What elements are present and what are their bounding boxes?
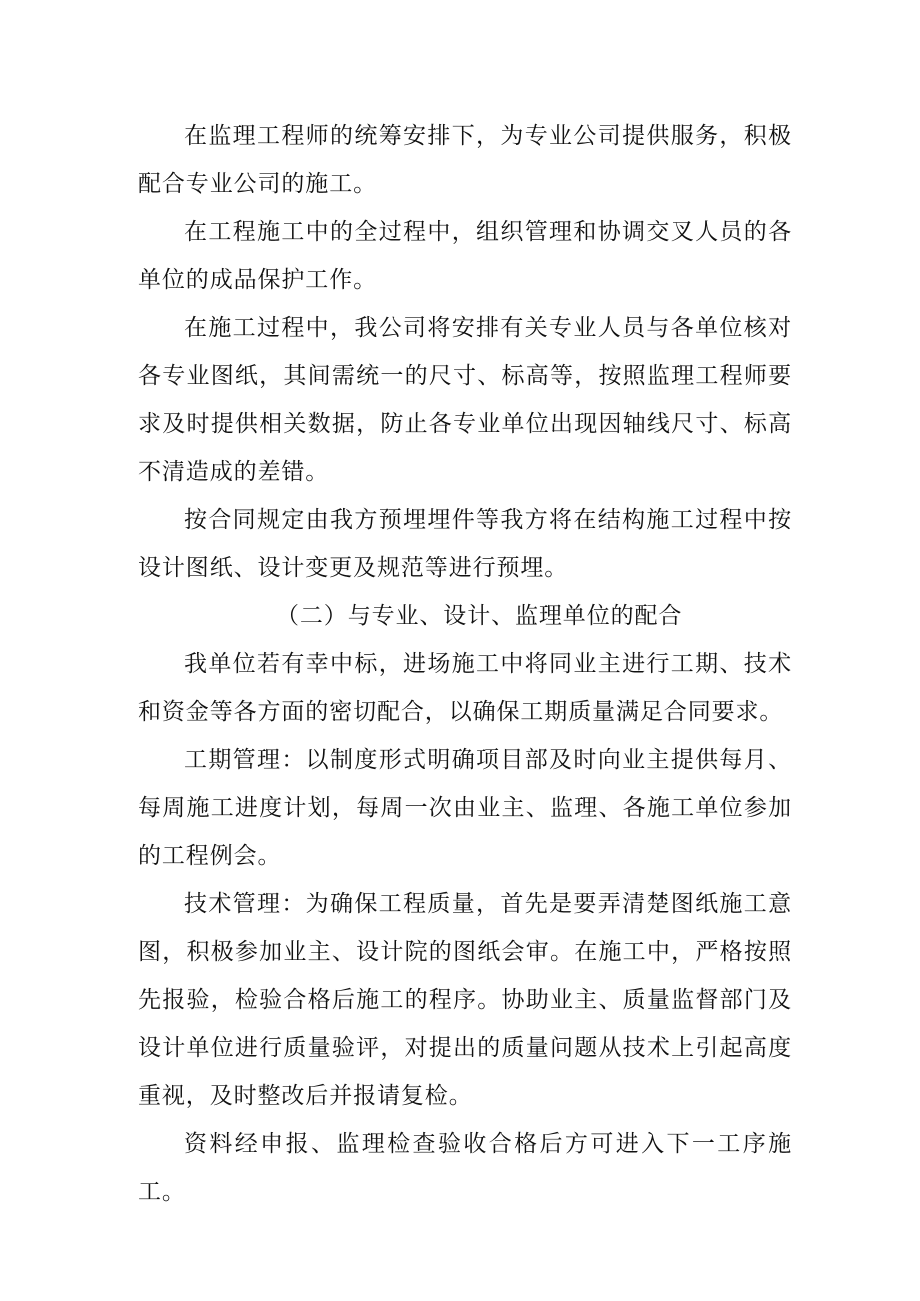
paragraph: 技术管理：为确保工程质量，首先是要弄清楚图纸施工意图，积极参加业主、设计院的图纸会审。在施工中，严格按照先报验，检验合格后施工的程序。协助业主、质量监督部门及设计单位进行质量验评，对提出的质量问题从技术上引起高度重视，及时整改后并报请复检。	[138, 891, 792, 1109]
paragraph: 按合同规定由我方预埋埋件等我方将在结构施工过程中按设计图纸、设计变更及规范等进行预埋。	[138, 507, 792, 581]
document-body	[138, 112, 792, 1216]
paragraph: 我单位若有幸中标，进场施工中将同业主进行工期、技术和资金等各方面的密切配合，以确保工期质量满足合同要求。	[138, 651, 792, 725]
paragraph: 工期管理：以制度形式明确项目部及时向业主提供每月、每周施工进度计划，每周一次由业主、监理、各施工单位参加的工程例会。	[138, 747, 792, 869]
paragraph: 在工程施工中的全过程中，组织管理和协调交叉人员的各单位的成品保护工作。	[138, 219, 792, 293]
section-heading: （二）与专业、设计、监理单位的配合	[276, 603, 683, 629]
paragraph: 在施工过程中，我公司将安排有关专业人员与各单位核对各专业图纸，其间需统一的尺寸、标高等，按照监理工程师要求及时提供相关数据，防止各专业单位出现因轴线尺寸、标高不清造成的差错。	[138, 315, 792, 485]
paragraph: 资料经申报、监理检查验收合格后方可进入下一工序施工。	[138, 1131, 792, 1205]
paragraph: 在监理工程师的统筹安排下，为专业公司提供服务，积极配合专业公司的施工。	[138, 123, 792, 197]
